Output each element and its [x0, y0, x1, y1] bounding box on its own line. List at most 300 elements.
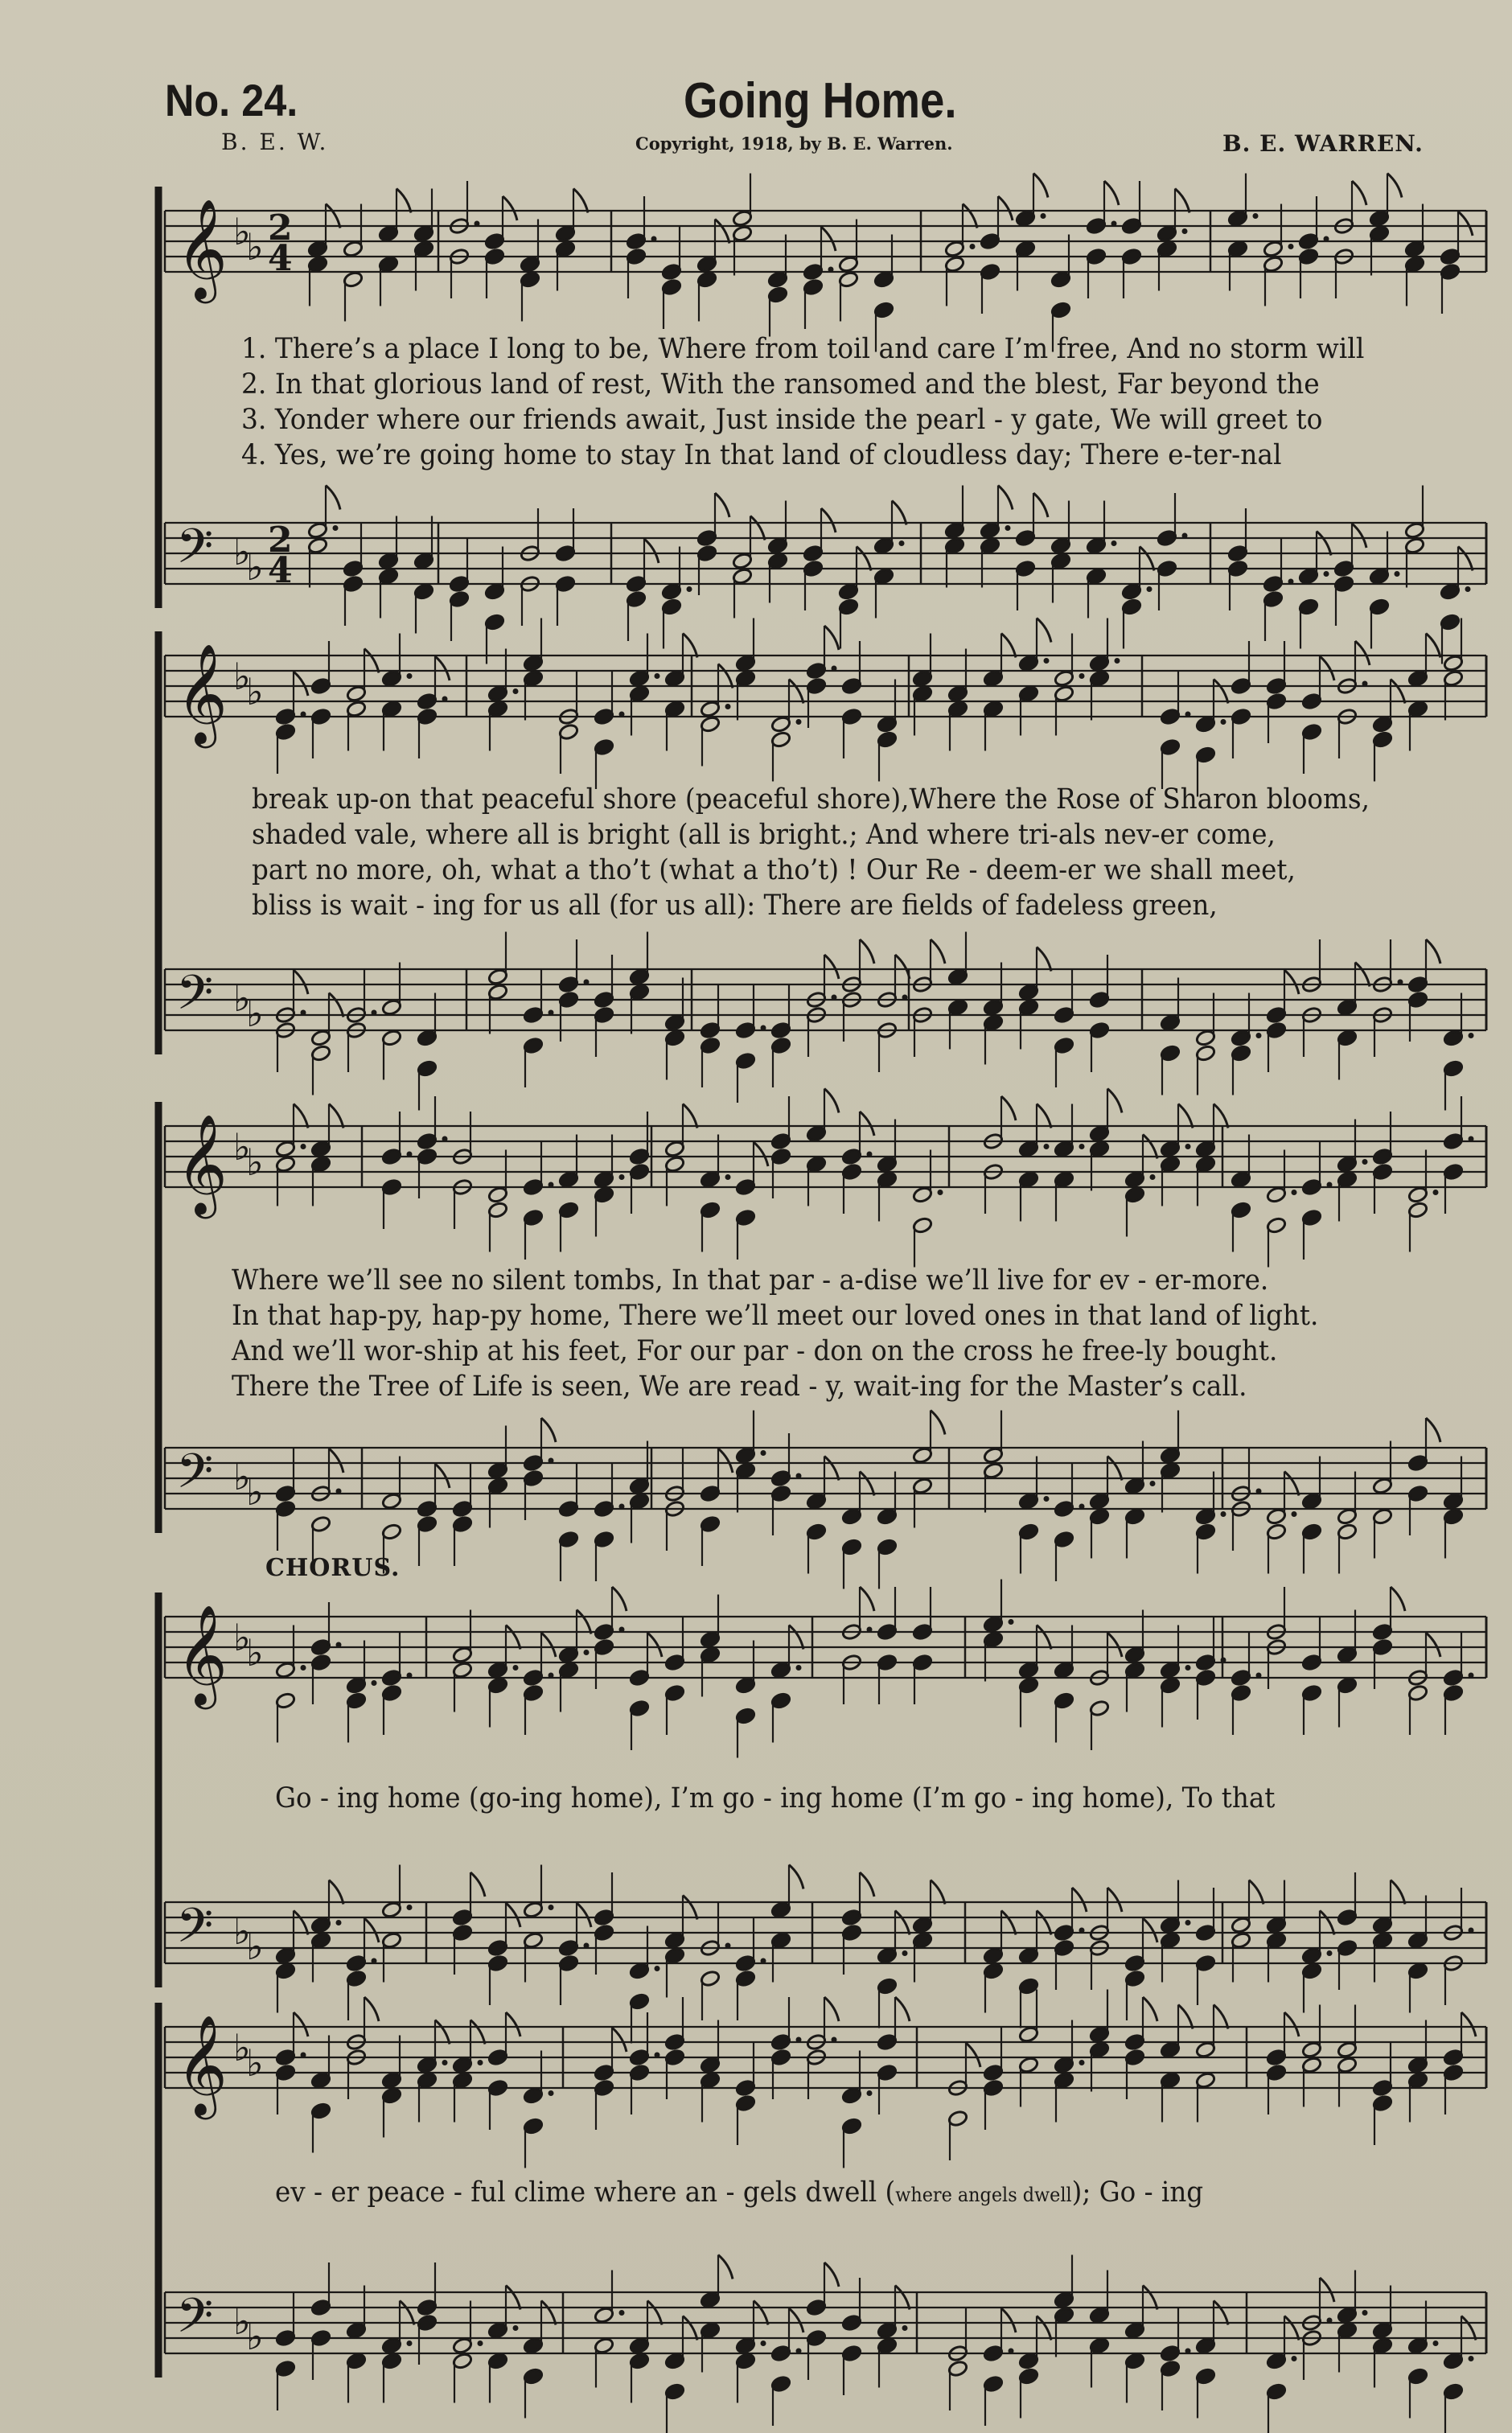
- dot: [1185, 712, 1191, 717]
- note-flag: [1143, 1135, 1157, 1159]
- dot: [1079, 673, 1085, 679]
- note-flag: [1033, 493, 1048, 517]
- dot: [372, 1958, 377, 1964]
- copyright-notice: Copyright, 1918, by B. E. Warren.: [635, 134, 953, 154]
- note-flag: [718, 664, 733, 688]
- composer-credit: B. E. WARREN.: [1222, 130, 1424, 157]
- note-flag: [1391, 680, 1405, 704]
- flat-sign-icon: ♭: [233, 1455, 251, 1498]
- verse-1-line-2: break up-on that peaceful shore (peaceful shore),Where the Rose of Sharon blooms,: [252, 783, 1370, 816]
- note-flag: [435, 2020, 450, 2045]
- note-flag: [1037, 1911, 1051, 1935]
- flat-sign-icon: ♭: [246, 992, 264, 1035]
- note-flag: [1320, 1911, 1334, 1935]
- dot: [899, 540, 905, 546]
- dot: [301, 1665, 306, 1671]
- note-flag: [1461, 2012, 1476, 2036]
- note-flag: [824, 1997, 839, 2021]
- note-flag: [998, 486, 1013, 510]
- note-flag: [683, 634, 697, 658]
- dot: [867, 1152, 873, 1157]
- note-flag: [789, 680, 803, 704]
- dot: [549, 1010, 554, 1016]
- dot: [902, 2325, 908, 2331]
- dot: [336, 1489, 342, 1494]
- note-flag: [294, 1104, 308, 1128]
- time-signature-digit: 2: [268, 520, 293, 561]
- note-flag: [789, 1865, 803, 1889]
- flat-sign-icon: ♭: [246, 2315, 264, 2358]
- dot: [513, 2325, 519, 2331]
- dot: [1044, 1144, 1050, 1149]
- note-flag: [860, 1112, 874, 1136]
- dot: [1362, 681, 1368, 687]
- bass-clef-icon: 𝄢: [176, 964, 214, 1032]
- dot: [1469, 2356, 1474, 2361]
- note-flag: [1001, 634, 1016, 658]
- note-flag: [1352, 181, 1366, 205]
- note-flag: [821, 227, 836, 251]
- note-flag: [750, 516, 765, 540]
- note-flag: [1107, 1457, 1122, 1481]
- dot: [1182, 228, 1188, 234]
- dot: [1469, 1136, 1474, 1142]
- verse-3-line-1: 3. Yonder where our friends await, Just inside the pearl - y gate, We will greet to: [241, 404, 1323, 436]
- chorus-line-1: Go - ing home (go-ing home), I’m go - ing home (I’m go - ing home), To that: [275, 1782, 1276, 1814]
- dot: [1079, 1928, 1085, 1934]
- note-flag: [1426, 634, 1440, 658]
- verse-3-line-3: And we’ll wor-ship at his feet, For our par - don on the cross he free-ly bought.: [232, 1335, 1278, 1367]
- verse-4-line-3: There the Tree of Life is seen, We are read - y, wait-ing for the Master’s call.: [232, 1371, 1247, 1403]
- dot: [619, 2310, 625, 2316]
- dot: [867, 1627, 873, 1633]
- note-flag: [364, 1918, 379, 1942]
- time-signature-digit: 4: [268, 238, 293, 279]
- note-flag: [612, 2028, 627, 2052]
- dot: [832, 995, 837, 1001]
- dot: [1253, 213, 1259, 219]
- note-flag: [326, 486, 340, 510]
- dot: [1398, 980, 1403, 985]
- note-flag: [294, 2012, 308, 2036]
- dot: [475, 221, 480, 227]
- dot: [407, 673, 413, 679]
- note-flag: [860, 1587, 874, 1611]
- dot: [407, 1673, 413, 1679]
- flat-sign-icon: ♭: [233, 655, 251, 698]
- note-flag: [1284, 1472, 1299, 1496]
- note-flag: [541, 1418, 556, 1442]
- hymn-number: No. 24.: [165, 75, 298, 125]
- dot: [1362, 2310, 1368, 2316]
- dot: [1009, 2349, 1014, 2354]
- note-flag: [718, 1449, 733, 1473]
- note-flag: [396, 189, 411, 213]
- dot: [902, 1950, 908, 1956]
- hymn-title: Going Home.: [684, 73, 957, 129]
- note-flag: [1391, 1880, 1405, 1905]
- note-flag: [860, 939, 874, 964]
- dot: [301, 2053, 306, 2058]
- note-flag: [963, 204, 977, 228]
- note-flag: [754, 1142, 768, 1166]
- dot: [1079, 1144, 1085, 1149]
- dot: [442, 697, 448, 702]
- note-flag: [647, 2301, 662, 2325]
- dot: [655, 1966, 660, 1971]
- lyricist-credit: B. E. W.: [221, 129, 329, 155]
- note-flag: [541, 2301, 556, 2325]
- dot: [1292, 1190, 1297, 1195]
- flat-sign-icon: ♭: [233, 2026, 251, 2069]
- verse-1-line-3: Where we’ll see no silent tombs, In that par - a-dise we’ll live for ev - er-more.: [232, 1264, 1269, 1297]
- treble-clef-icon: 𝄞: [176, 643, 228, 744]
- note-flag: [1214, 2301, 1228, 2325]
- dot: [828, 267, 834, 273]
- dot: [1221, 719, 1226, 725]
- flat-sign-icon: ♭: [246, 1470, 264, 1514]
- verse-2-line-1: 2. In that glorious land of rest, With the ransomed and the blest, Far beyond the: [241, 368, 1320, 401]
- note-flag: [400, 2301, 414, 2325]
- note-flag: [329, 993, 343, 1017]
- note-flag: [931, 1880, 945, 1905]
- flat-sign-icon: ♭: [233, 1909, 251, 1953]
- dot: [407, 1152, 413, 1157]
- dot: [1395, 571, 1400, 577]
- note-flag: [683, 2316, 697, 2341]
- dot: [1288, 579, 1294, 585]
- dot: [1327, 2318, 1333, 2324]
- dot: [584, 980, 590, 985]
- note-flag: [1355, 641, 1370, 665]
- note-flag: [1320, 2278, 1334, 2302]
- note-flag: [1320, 656, 1334, 680]
- note-flag: [892, 501, 906, 525]
- dot: [1079, 1504, 1085, 1510]
- dot: [336, 1642, 342, 1648]
- treble-clef-icon: 𝄞: [176, 1605, 228, 1705]
- note-flag: [1107, 1633, 1122, 1657]
- verse-4-line-1: 4. Yes, we’re going home to stay In that land of cloudless day; There e-ter-nal: [241, 439, 1282, 471]
- note-flag: [754, 2301, 768, 2325]
- dot: [655, 2053, 660, 2058]
- flat-sign-icon: ♭: [233, 1125, 251, 1169]
- dot: [1111, 540, 1117, 546]
- treble-clef-icon: 𝄞: [176, 2015, 228, 2115]
- note-flag: [435, 1464, 450, 1488]
- dot: [1115, 658, 1120, 664]
- dot: [796, 719, 802, 725]
- note-flag: [998, 196, 1013, 220]
- note-flag: [895, 1911, 910, 1935]
- note-flag: [1037, 619, 1051, 643]
- note-flag: [1284, 2316, 1299, 2341]
- note-flag: [644, 539, 659, 563]
- note-flag: [715, 220, 729, 244]
- note-flag: [1391, 1587, 1405, 1611]
- note-flag: [824, 2262, 839, 2287]
- dot: [333, 525, 339, 531]
- dot: [372, 1010, 377, 1016]
- dot: [1009, 1619, 1014, 1625]
- dot: [1465, 586, 1471, 592]
- chorus-line-2-echo: where angels dwell: [895, 2184, 1072, 2206]
- dot: [832, 666, 837, 672]
- dot: [1150, 1481, 1156, 1486]
- flat-sign-icon: ♭: [233, 2299, 251, 2343]
- note-flag: [1178, 1104, 1193, 1128]
- note-flag: [326, 204, 340, 228]
- note-flag: [1107, 1888, 1122, 1912]
- note-flag: [506, 1625, 520, 1650]
- note-flag: [824, 626, 839, 650]
- note-flag: [931, 939, 945, 964]
- note-flag: [824, 955, 839, 979]
- note-flag: [1461, 2316, 1476, 2341]
- flat-sign-icon: ♭: [246, 1925, 264, 1968]
- note-flag: [1214, 680, 1228, 704]
- dot: [1111, 221, 1117, 227]
- dot: [796, 2037, 802, 2043]
- note-flag: [1143, 2286, 1157, 2310]
- dot: [619, 1174, 625, 1180]
- note-flag: [506, 2286, 520, 2310]
- dot: [867, 2090, 873, 2096]
- dot: [1327, 1950, 1333, 1956]
- dot: [1044, 1496, 1050, 1502]
- note-flag: [931, 1411, 945, 1435]
- note-flag: [1037, 1625, 1051, 1650]
- dot: [1256, 1673, 1262, 1679]
- verse-3-line-2: part no more, oh, what a tho’t (what a tho’t) ! Our Re - deem-er we shall meet,: [252, 854, 1296, 886]
- note-flag: [1037, 1104, 1051, 1128]
- note-flag: [1037, 2316, 1051, 2341]
- note-flag: [718, 2255, 733, 2279]
- note-flag: [364, 649, 379, 673]
- dot: [1292, 1511, 1297, 1517]
- note-flag: [895, 2286, 910, 2310]
- note-flag: [577, 1610, 591, 1634]
- dot: [1256, 1033, 1262, 1038]
- dot: [478, 2341, 483, 2346]
- dot: [761, 2341, 766, 2346]
- dot: [725, 1174, 731, 1180]
- flat-sign-icon: ♭: [233, 976, 251, 1020]
- dot: [1185, 1920, 1191, 1925]
- note-flag: [329, 1449, 343, 1473]
- note-flag: [1214, 1104, 1228, 1128]
- dot: [1292, 2356, 1297, 2361]
- note-flag: [860, 1472, 874, 1496]
- flat-sign-icon: ♭: [246, 670, 264, 713]
- verse-2-line-2: shaded vale, where all is bright (all is bright.; And where tri-als nev-er come,: [252, 819, 1276, 851]
- note-flag: [1426, 1633, 1440, 1657]
- note-flag: [966, 2043, 980, 2067]
- note-flag: [1175, 189, 1189, 213]
- dot: [1327, 1182, 1333, 1188]
- note-flag: [1352, 524, 1366, 548]
- dot: [1288, 244, 1294, 249]
- note-flag: [1249, 1880, 1263, 1905]
- dot: [301, 712, 306, 717]
- dot: [1324, 571, 1329, 577]
- note-flag: [1317, 532, 1331, 556]
- note-flag: [1426, 939, 1440, 964]
- dot: [832, 2037, 837, 2043]
- note-flag: [294, 672, 308, 696]
- flat-sign-icon: ♭: [246, 225, 264, 269]
- note-flag: [364, 1997, 379, 2021]
- verse-1-line-1: 1. There’s a place I long to be, Where from toil and care I’m free, And no storm will: [241, 333, 1365, 365]
- bass-clef-icon: 𝄢: [176, 1897, 214, 1965]
- note-flag: [1107, 1089, 1122, 1113]
- flat-sign-icon: ♭: [233, 210, 251, 253]
- dot: [1221, 1511, 1226, 1517]
- dot: [651, 236, 657, 242]
- dot: [549, 2090, 554, 2096]
- note-flag: [329, 1104, 343, 1128]
- dot: [1433, 1190, 1439, 1195]
- note-flag: [1072, 1888, 1087, 1912]
- dot: [1150, 1174, 1156, 1180]
- note-flag: [503, 196, 517, 220]
- verse-2-line-3: In that hap-py, hap-py home, There we’ll meet our loved ones in that land of light.: [232, 1300, 1319, 1332]
- note-flag: [1104, 181, 1119, 205]
- note-flag: [435, 656, 450, 680]
- dot: [584, 1943, 590, 1949]
- note-flag: [1284, 970, 1299, 994]
- dot: [1079, 2060, 1085, 2065]
- dot: [549, 1673, 554, 1679]
- dot: [442, 1136, 448, 1142]
- treble-clef-icon: 𝄞: [176, 199, 228, 299]
- dot: [619, 1504, 625, 1510]
- note-flag: [1178, 2005, 1193, 2029]
- time-signature-digit: 2: [268, 208, 293, 249]
- dot: [1469, 1673, 1474, 1679]
- dot: [1469, 1928, 1474, 1934]
- note-flag: [1214, 2005, 1228, 2029]
- dot: [1256, 1489, 1262, 1494]
- dot: [407, 1905, 413, 1910]
- dot: [687, 586, 692, 592]
- note-flag: [1001, 1096, 1016, 1120]
- note-flag: [1387, 174, 1402, 198]
- note-flag: [294, 1911, 308, 1935]
- dot: [761, 1450, 766, 1456]
- chorus-heading: CHORUS.: [265, 1554, 401, 1582]
- dot: [1041, 213, 1046, 219]
- dot: [796, 2349, 802, 2354]
- note-flag: [1426, 1418, 1440, 1442]
- note-flag: [715, 493, 729, 517]
- flat-sign-icon: ♭: [246, 2041, 264, 2085]
- bass-clef-icon: 𝄢: [176, 1443, 214, 1510]
- note-flag: [541, 1633, 556, 1657]
- dot: [761, 1025, 766, 1031]
- note-flag: [647, 1633, 662, 1657]
- flat-sign-icon: ♭: [246, 1631, 264, 1675]
- dot: [1324, 236, 1329, 242]
- dot: [796, 1665, 802, 1671]
- dot: [1182, 533, 1188, 539]
- dot: [1147, 586, 1152, 592]
- note-flag: [573, 189, 588, 213]
- dot: [725, 704, 731, 709]
- dot: [301, 1144, 306, 1149]
- dot: [513, 1665, 519, 1671]
- dot: [549, 1905, 554, 1910]
- note-flag: [506, 2012, 520, 2036]
- note-flag: [1143, 1997, 1157, 2021]
- note-flag: [612, 1587, 627, 1611]
- chorus-line-2: [275, 2175, 1203, 2213]
- note-flag: [470, 1872, 485, 1897]
- dot: [584, 1650, 590, 1655]
- dot: [619, 1627, 625, 1633]
- dot: [301, 1010, 306, 1016]
- dot: [938, 1190, 943, 1195]
- dot: [725, 1943, 731, 1949]
- dot: [655, 673, 660, 679]
- treble-clef-icon: 𝄞: [176, 1114, 228, 1214]
- dot: [513, 688, 519, 694]
- note-flag: [294, 970, 308, 994]
- dot: [1185, 1144, 1191, 1149]
- dot: [1362, 1159, 1368, 1165]
- note-flag: [1033, 174, 1048, 198]
- dot: [372, 1680, 377, 1686]
- flat-sign-icon: ♭: [246, 1140, 264, 1184]
- dot: [549, 1182, 554, 1188]
- dot: [761, 1958, 766, 1964]
- note-flag: [1001, 1911, 1016, 1935]
- note-flag: [821, 508, 836, 532]
- bass-clef-icon: 𝄢: [176, 518, 214, 586]
- flat-sign-icon: ♭: [233, 1616, 251, 1659]
- dot: [902, 995, 908, 1001]
- dot: [1469, 1033, 1474, 1038]
- bass-clef-icon: 𝄢: [176, 2287, 214, 2355]
- note-flag: [470, 2020, 485, 2045]
- verse-4-line-2: bliss is wait - ing for us all (for us all): There are fields of fadeless green,: [252, 890, 1218, 922]
- note-flag: [1143, 1918, 1157, 1942]
- flat-sign-icon: ♭: [233, 530, 251, 573]
- note-flag: [1140, 547, 1154, 571]
- dot: [1185, 1665, 1191, 1671]
- note-flag: [1284, 2012, 1299, 2036]
- dot: [1221, 1658, 1226, 1663]
- note-flag: [1355, 963, 1370, 987]
- note-flag: [895, 955, 910, 979]
- note-flag: [824, 1089, 839, 1113]
- note-flag: [895, 1997, 910, 2021]
- dot: [478, 2060, 483, 2065]
- note-flag: [1001, 2308, 1016, 2332]
- note-flag: [577, 1903, 591, 1927]
- note-flag: [683, 1104, 697, 1128]
- dot: [336, 1920, 342, 1925]
- dot: [1005, 525, 1011, 531]
- note-flag: [1037, 947, 1051, 972]
- note-flag: [1458, 547, 1473, 571]
- note-flag: [789, 2308, 803, 2332]
- note-flag: [860, 1872, 874, 1897]
- time-signature-digit: 4: [268, 550, 293, 591]
- note-flag: [1458, 212, 1473, 236]
- flat-sign-icon: ♭: [246, 545, 264, 589]
- note-flag: [683, 1896, 697, 1920]
